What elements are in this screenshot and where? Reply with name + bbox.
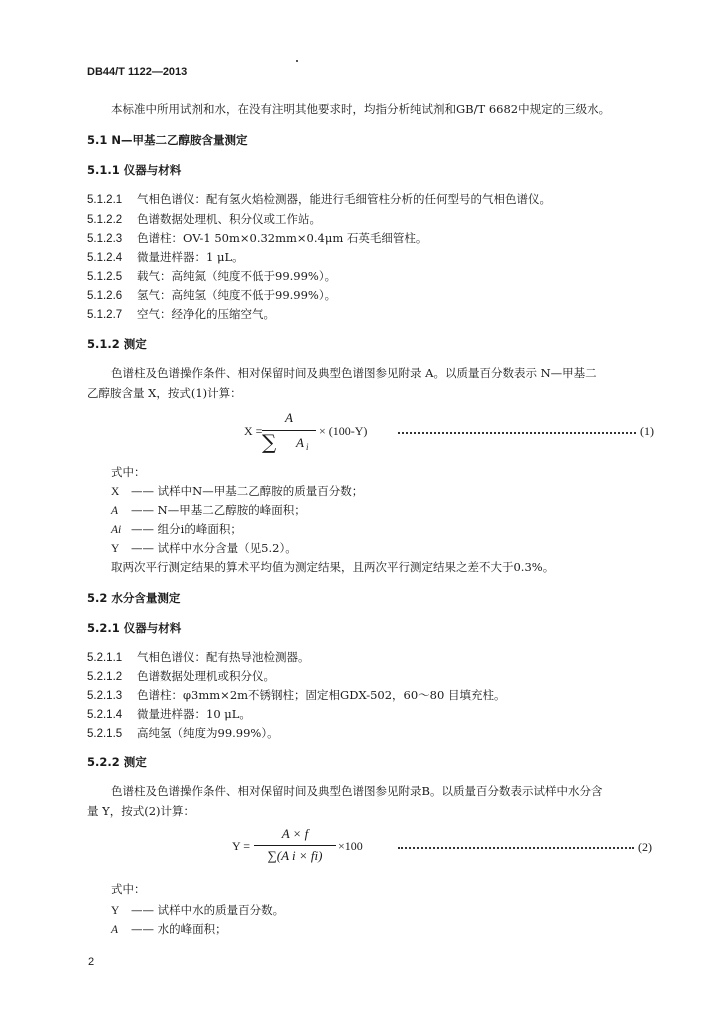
variable-def: Ai —— 组分i的峰面积； [111,522,242,536]
where-label: 式中： [111,465,146,479]
formula-denominator: A [296,435,304,450]
list-item: 5.1.2.2 色谱数据处理机、积分仪或工作站。 [87,212,321,226]
leader-dots [398,432,636,434]
list-item: 5.2.1.5 高纯氢（纯度为99.99%）。 [87,726,279,740]
list-item: 5.1.2.1 气相色谱仪：配有氢火焰检测器，能进行毛细管柱分析的任何型号的气相色谱仪。 [87,192,551,206]
section-5-2-2-title: 5.2.2 测定 [87,755,147,769]
section-5-1-title: 5.1 N—甲基二乙醇胺含量测定 [87,133,248,147]
equation-number: (2) [638,840,652,854]
sigma-symbol: ∑ [262,430,277,454]
formula-rhs: × (100-Y) [319,424,368,438]
list-item: 5.2.1.1 气相色谱仪：配有热导池检测器。 [87,650,310,664]
formula-subscript: i [306,442,309,452]
fraction-bar [254,845,336,846]
page-number: 2 [88,956,95,968]
variable-def: A —— N—甲基二乙醇胺的峰面积； [111,503,306,517]
list-item: 5.2.1.4 微量进样器：10 μL。 [87,707,251,721]
list-item: 5.2.1.3 色谱柱：φ3mm×2m不锈钢柱；固定相GDX-502，60～80 目填充柱。 [87,688,506,702]
paragraph-line: 乙醇胺含量 X，按式(1)计算： [87,386,242,400]
variable-def: X —— 试样中N—甲基二乙醇胺的质量百分数； [111,484,364,498]
formula-lhs: X = [244,424,263,438]
formula-lhs: Y = [232,839,250,853]
list-item: 5.1.2.7 空气：经净化的压缩空气。 [87,307,275,321]
formula-numerator: A × f [281,826,309,841]
result-sentence: 取两次平行测定结果的算术平均值为测定结果，且两次平行测定结果之差不大于0.3%。 [111,560,555,574]
list-item: 5.1.2.5 载气：高纯氮（纯度不低于99.99%）。 [87,269,337,283]
variable-def: Y —— 试样中水分含量（见5.2）。 [111,541,297,555]
variable-def: A —— 水的峰面积； [111,922,227,936]
formula-rhs: ×100 [338,839,363,853]
intro-paragraph: 本标准中所用试剂和水，在没有注明其他要求时，均指分析纯试剂和GB/T 6682中规定的三级水。 [111,102,611,116]
paragraph-line: 量 Y，按式(2)计算： [87,804,196,818]
scan-dot [296,60,298,62]
formula-numerator: A [285,410,293,425]
list-item: 5.1.2.3 色谱柱：OV-1 50m×0.32mm×0.4μm 石英毛细管柱。 [87,231,428,245]
paragraph-line: 色谱柱及色谱操作条件、相对保留时间及典型色谱图参见附录 A。以质量百分数表示 N—甲基二 [111,366,597,380]
list-item: 5.1.2.4 微量进样器：1 μL。 [87,250,244,264]
leader-dots [398,847,634,849]
formula-denominator: ∑(A i × fi) [267,848,323,863]
equation-number: (1) [640,424,654,438]
list-item: 5.2.1.2 色谱数据处理机或积分仪。 [87,669,275,683]
section-5-1-2-title: 5.1.2 测定 [87,337,147,351]
section-5-2-title: 5.2 水分含量测定 [87,591,181,605]
paragraph-line: 色谱柱及色谱操作条件、相对保留时间及典型色谱图参见附录B。以质量百分数表示试样中水分含 [111,784,603,798]
section-5-1-1-title: 5.1.1 仪器与材料 [87,163,182,177]
list-item: 5.1.2.6 氢气：高纯氢（纯度不低于99.99%）。 [87,288,337,302]
section-5-2-1-title: 5.2.1 仪器与材料 [87,621,182,635]
standard-code: DB44/T 1122—2013 [87,66,188,78]
variable-def: Y —— 试样中水的质量百分数。 [111,903,285,917]
where-label: 式中： [111,882,146,896]
